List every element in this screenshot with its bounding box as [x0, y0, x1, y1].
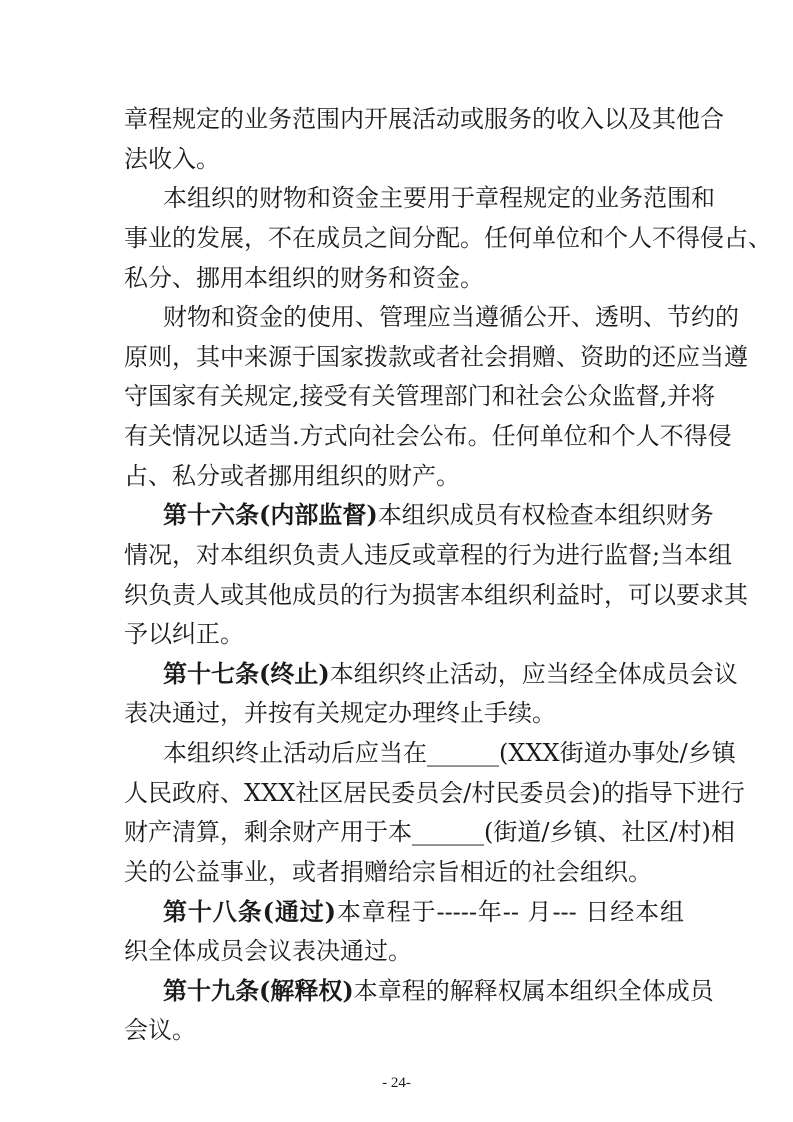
article-18-heading: 第十八条(通过)	[163, 896, 336, 926]
paragraph-line: 财物和资金的使用、管理应当遵循公开、透明、节约的	[163, 303, 739, 332]
paragraph-line: 章程规定的业务范围内开展活动或服务的收入以及其他合	[124, 105, 724, 133]
article-19-first-line	[163, 975, 714, 1006]
paragraph-line: 法收入。	[124, 144, 220, 173]
paragraph-line: 表决通过，并按有关规定办理终止手续。	[124, 699, 556, 728]
paragraph-line: 关的公益事业，或者捐赠给宗旨相近的社会组织。	[124, 857, 652, 886]
article-19-heading: 第十九条(解释权)	[163, 975, 354, 1005]
paragraph-line: 守国家有关规定,接受有关管理部门和社会公众监督,并将	[124, 382, 716, 411]
paragraph-line: 织全体成员会议表决通过。	[124, 937, 412, 966]
article-17-first-line	[163, 658, 738, 689]
paragraph-line: 情况，对本组织负责人违反或章程的行为进行监督;当本组	[124, 540, 733, 569]
article-18-first-line	[163, 897, 684, 927]
paragraph-line: 有关情况以适当.方式向社会公布。任何单位和个人不得侵	[124, 422, 732, 450]
paragraph-line: 财产清算，剩余财产用于本______(街道/乡镇、社区/村)相	[124, 818, 735, 847]
paragraph-line: 人民政府、XXX社区居民委员会/村民委员会)的指导下进行	[124, 778, 745, 807]
article-16-first-line	[163, 500, 714, 530]
paragraph-line: 事业的发展，不在成员之间分配。任何单位和个人不得侵占、	[124, 223, 772, 252]
paragraph-line: 占、私分或者挪用组织的财产。	[124, 461, 460, 490]
article-16-heading: 第十六条(内部监督)	[163, 500, 378, 530]
paragraph-line: 织负责人或其他成员的行为损害本组织利益时，可以要求其	[124, 580, 748, 609]
paragraph-line: 本组织的财物和资金主要用于章程规定的业务范围和	[163, 184, 715, 213]
paragraph-line: 本组织终止活动后应当在______(XXX街道办事处/乡镇	[163, 739, 736, 767]
article-19-text: 本章程的解释权属本组织全体成员	[353, 976, 714, 1005]
article-17-text: 本组织终止活动，应当经全体成员会议	[329, 659, 738, 688]
article-18-text: 本章程于-----年-- 月--- 日经本组	[335, 897, 684, 926]
article-17-heading: 第十七条(终止)	[163, 658, 330, 688]
paragraph-line: 私分、挪用本组织的财务和资金。	[124, 263, 484, 292]
paragraph-line: 会议。	[124, 1016, 196, 1045]
article-16-text: 本组织成员有权检查本组织财务	[377, 501, 714, 530]
paragraph-line: 原则，其中来源于国家拨款或者社会捐赠、资助的还应当遵	[124, 342, 748, 371]
paragraph-line: 予以纠正。	[124, 620, 244, 649]
page-number: - 24-	[382, 1075, 411, 1091]
